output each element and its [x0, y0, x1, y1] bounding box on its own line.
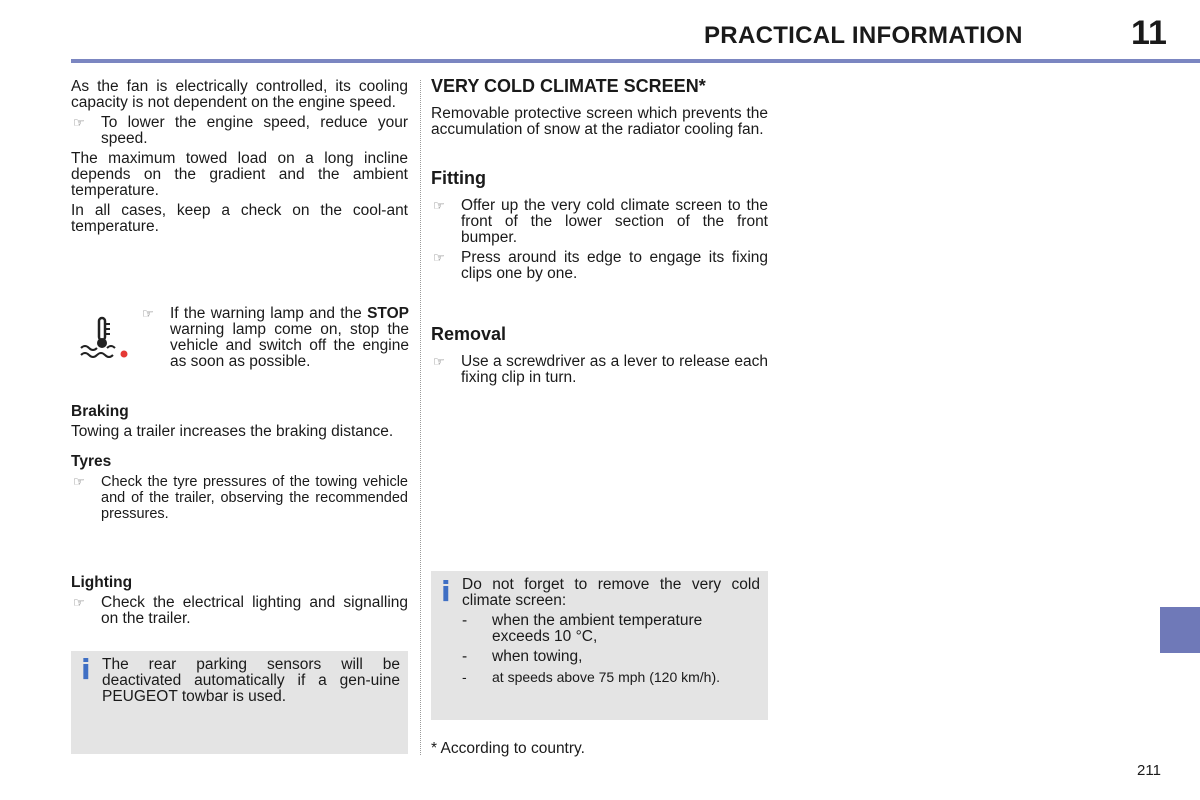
- bullet-fitting-1: ☞ Offer up the very cold climate screen to the front of the lower section of the front bumper.: [433, 197, 768, 246]
- lighting-heading: Lighting: [71, 574, 133, 591]
- bullet-removal: ☞ Use a screwdriver as a lever to release each fixing clip in turn.: [433, 353, 768, 386]
- info-icon: i: [81, 653, 91, 686]
- left-column-lower: [71, 404, 408, 526]
- bullet-lighting: ☞ Check the electrical lighting and signalling on the trailer.: [73, 594, 408, 627]
- page-number: 211: [1137, 762, 1161, 779]
- pointing-hand-icon: ☞: [142, 306, 154, 321]
- info-box-parking-sensors: [71, 651, 408, 754]
- info-text-parking: The rear parking sensors will be deactivated automatically if a gen-uine PEUGEOT towbar is used.: [102, 656, 400, 705]
- paragraph-coolant: In all cases, keep a check on the cool-ant temperature.: [71, 202, 408, 235]
- removal-heading: Removal: [431, 324, 507, 344]
- bullet-engine-speed: ☞ To lower the engine speed, reduce your speed.: [73, 114, 408, 147]
- braking-text: Towing a trailer increases the braking distance.: [71, 423, 394, 440]
- info-list-item: - when towing,: [462, 648, 583, 665]
- bullet-fitting-2: ☞ Press around its edge to engage its fixing clips one by one.: [433, 249, 768, 282]
- tyres-heading: Tyres: [71, 453, 112, 470]
- pointing-hand-icon: ☞: [433, 198, 445, 213]
- left-column: [71, 79, 408, 239]
- page-section-title: PRACTICAL INFORMATION: [704, 22, 1023, 49]
- paragraph-fan: As the fan is electrically controlled, its cooling capacity is not dependent on the engine speed.: [71, 78, 408, 111]
- pointing-hand-icon: ☞: [73, 115, 85, 130]
- cold-screen-intro: Removable protective screen which prevents the accumulation of snow at the radiator cooling fan.: [431, 105, 768, 138]
- footnote: * According to country.: [431, 740, 585, 757]
- paragraph-towed-load: The maximum towed load on a long incline depends on the gradient and the ambient temperature.: [71, 150, 408, 199]
- lighting-section: [71, 575, 408, 631]
- info-list-item: - when the ambient temperature exceeds 10 °C,: [462, 612, 703, 645]
- braking-heading: Braking: [71, 403, 129, 420]
- pointing-hand-icon: ☞: [73, 474, 85, 489]
- bullet-tyres: ☞ Check the tyre pressures of the towing vehicle and of the trailer, observing the recommended pressures.: [73, 474, 408, 522]
- section-title-cold-screen: VERY COLD CLIMATE SCREEN*: [431, 76, 706, 96]
- fitting-heading: Fitting: [431, 168, 486, 188]
- pointing-hand-icon: ☞: [433, 354, 445, 369]
- right-column: [431, 78, 768, 390]
- info-box-cold-screen: [431, 571, 768, 720]
- header-rule: [71, 59, 1200, 63]
- info-intro-cold-screen: Do not forget to remove the very cold climate screen:: [462, 576, 760, 609]
- info-icon: i: [441, 575, 451, 608]
- bullet-warning-lamp: ☞ If the warning lamp and the STOP warning lamp come on, stop the vehicle and switch off the engine as soon as possible.: [142, 305, 409, 370]
- column-divider: [420, 80, 422, 755]
- chapter-number: 11: [1131, 14, 1167, 52]
- warning-dot: [121, 351, 128, 358]
- pointing-hand-icon: ☞: [433, 250, 445, 265]
- coolant-temperature-icon: [77, 316, 129, 360]
- pointing-hand-icon: ☞: [73, 595, 85, 610]
- chapter-side-tab: [1160, 607, 1200, 653]
- info-list-item: - at speeds above 75 mph (120 km/h).: [462, 669, 721, 685]
